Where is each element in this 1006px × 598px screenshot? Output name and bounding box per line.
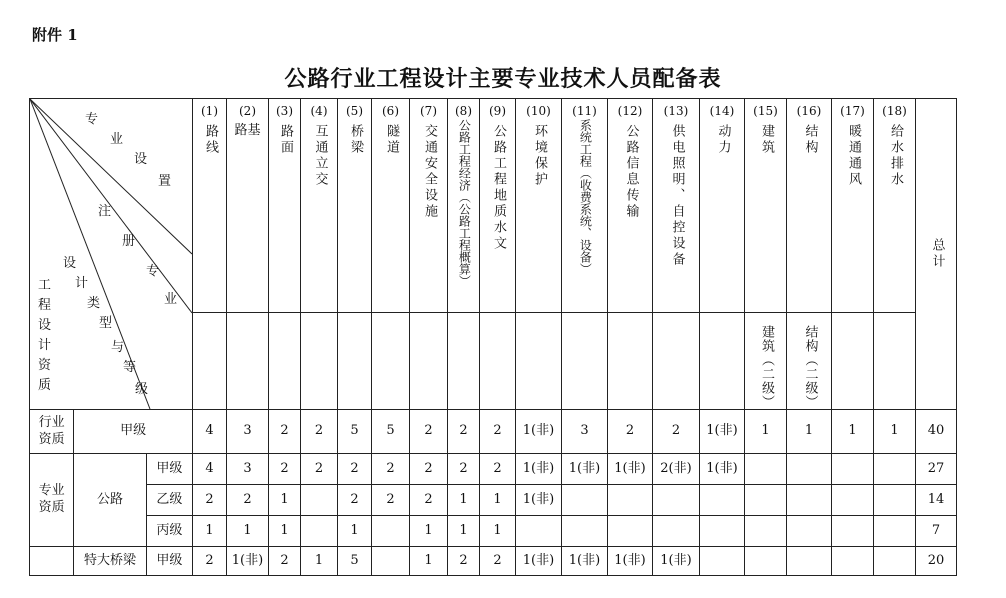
corner-char: 等 bbox=[123, 360, 137, 375]
value-cell: 4 bbox=[193, 410, 227, 454]
sub-label-building: 建筑（二级） bbox=[745, 313, 787, 410]
sub-cell bbox=[653, 313, 700, 410]
col-header-14: (14) 动力 bbox=[700, 99, 745, 313]
value-cell bbox=[372, 516, 410, 547]
value-cell: 1 bbox=[338, 516, 372, 547]
value-cell: 1(非) bbox=[608, 547, 653, 576]
col-header-16: (16) 结构 bbox=[787, 99, 832, 313]
value-cell bbox=[874, 485, 916, 516]
value-cell: 2(非) bbox=[653, 454, 700, 485]
value-cell bbox=[653, 485, 700, 516]
value-cell bbox=[301, 516, 338, 547]
value-cell: 2 bbox=[480, 410, 516, 454]
value-cell: 2 bbox=[372, 454, 410, 485]
value-cell: 2 bbox=[448, 410, 480, 454]
grade-label: 甲级 bbox=[74, 410, 193, 454]
sub-cell bbox=[338, 313, 372, 410]
corner-char: 质 bbox=[38, 378, 52, 393]
corner-char: 程 bbox=[38, 298, 52, 313]
value-cell bbox=[562, 485, 608, 516]
grade-label: 乙级 bbox=[146, 485, 192, 516]
value-cell bbox=[372, 547, 410, 576]
value-cell: 1(非) bbox=[516, 454, 562, 485]
sub-cell bbox=[448, 313, 480, 410]
corner-char: 设 bbox=[38, 318, 52, 333]
sub-cell bbox=[562, 313, 608, 410]
row-bridge bbox=[30, 547, 957, 576]
value-cell bbox=[700, 516, 745, 547]
value-cell: 1(非) bbox=[608, 454, 653, 485]
value-cell bbox=[832, 485, 874, 516]
value-cell: 2 bbox=[301, 410, 338, 454]
row-highway-a bbox=[30, 454, 957, 485]
sub-cell bbox=[269, 313, 301, 410]
grade-label: 甲级 bbox=[146, 547, 192, 576]
value-cell: 1(非) bbox=[227, 547, 269, 576]
value-cell bbox=[608, 516, 653, 547]
value-cell bbox=[832, 547, 874, 576]
value-cell: 2 bbox=[269, 454, 301, 485]
sub-cell bbox=[700, 313, 745, 410]
value-cell: 1(非) bbox=[516, 485, 562, 516]
value-cell: 1 bbox=[269, 516, 301, 547]
group-professional: 专业资质 bbox=[30, 454, 74, 547]
group-industry: 行业资质 bbox=[30, 410, 74, 454]
col-header-15: (15) 建筑 bbox=[745, 99, 787, 313]
value-cell: 1 bbox=[410, 516, 448, 547]
page-title: 公路行业工程设计主要专业技术人员配备表 bbox=[284, 66, 722, 92]
value-cell: 2 bbox=[410, 454, 448, 485]
value-cell: 2 bbox=[410, 485, 448, 516]
corner-char: 专 bbox=[146, 264, 160, 279]
col-header-3: (3) 路面 bbox=[269, 99, 301, 313]
total-cell: 7 bbox=[916, 516, 957, 547]
corner-char: 置 bbox=[158, 174, 172, 189]
sub-cell bbox=[608, 313, 653, 410]
corner-char: 设 bbox=[63, 256, 77, 271]
value-cell: 2 bbox=[480, 454, 516, 485]
sub-cell bbox=[193, 313, 227, 410]
staffing-table bbox=[29, 98, 957, 576]
value-cell bbox=[745, 454, 787, 485]
corner-char: 设 bbox=[134, 152, 148, 167]
value-cell: 1(非) bbox=[700, 454, 745, 485]
value-cell: 3 bbox=[562, 410, 608, 454]
value-cell: 5 bbox=[338, 410, 372, 454]
value-cell: 1 bbox=[874, 410, 916, 454]
sub-cell bbox=[832, 313, 874, 410]
value-cell bbox=[608, 485, 653, 516]
value-cell: 1 bbox=[301, 547, 338, 576]
value-cell bbox=[832, 516, 874, 547]
value-cell bbox=[874, 516, 916, 547]
sub-cell bbox=[301, 313, 338, 410]
header-row bbox=[30, 99, 957, 313]
value-cell: 5 bbox=[338, 547, 372, 576]
sub-cell bbox=[480, 313, 516, 410]
sub-cell bbox=[516, 313, 562, 410]
corner-char: 计 bbox=[75, 276, 89, 291]
value-cell: 1(非) bbox=[516, 547, 562, 576]
corner-char: 级 bbox=[135, 382, 149, 397]
col-header-2: (2) 路基 bbox=[227, 99, 269, 313]
grade-label: 甲级 bbox=[146, 454, 192, 485]
col-header-10: (10) 环境保护 bbox=[516, 99, 562, 313]
value-cell bbox=[745, 516, 787, 547]
value-cell bbox=[787, 516, 832, 547]
value-cell: 2 bbox=[410, 410, 448, 454]
corner-char: 资 bbox=[38, 358, 52, 373]
value-cell: 1(非) bbox=[653, 547, 700, 576]
category-bridge: 特大桥梁 bbox=[74, 547, 146, 576]
value-cell: 1 bbox=[227, 516, 269, 547]
col-header-6: (6) 隧道 bbox=[372, 99, 410, 313]
total-cell: 20 bbox=[916, 547, 957, 576]
value-cell: 2 bbox=[608, 410, 653, 454]
corner-char: 类 bbox=[87, 296, 101, 311]
corner-char: 业 bbox=[110, 132, 124, 147]
value-cell bbox=[832, 454, 874, 485]
value-cell: 2 bbox=[269, 547, 301, 576]
category-highway: 公路 bbox=[74, 454, 146, 547]
group-professional-cont bbox=[30, 547, 74, 576]
value-cell: 2 bbox=[448, 547, 480, 576]
value-cell: 3 bbox=[227, 454, 269, 485]
value-cell: 1 bbox=[480, 485, 516, 516]
col-header-13: (13) 供电照明、自控设备 bbox=[653, 99, 700, 313]
value-cell: 1 bbox=[193, 516, 227, 547]
sub-cell bbox=[227, 313, 269, 410]
total-cell: 40 bbox=[916, 410, 957, 454]
value-cell bbox=[301, 485, 338, 516]
value-cell bbox=[700, 485, 745, 516]
value-cell: 1 bbox=[480, 516, 516, 547]
value-cell: 2 bbox=[653, 410, 700, 454]
value-cell bbox=[700, 547, 745, 576]
col-header-17: (17) 暖通通风 bbox=[832, 99, 874, 313]
value-cell: 2 bbox=[227, 485, 269, 516]
value-cell bbox=[874, 547, 916, 576]
value-cell: 1 bbox=[787, 410, 832, 454]
value-cell: 2 bbox=[480, 547, 516, 576]
value-cell bbox=[874, 454, 916, 485]
value-cell: 1 bbox=[410, 547, 448, 576]
value-cell: 2 bbox=[269, 410, 301, 454]
value-cell bbox=[787, 454, 832, 485]
value-cell: 2 bbox=[338, 454, 372, 485]
value-cell: 1(非) bbox=[700, 410, 745, 454]
corner-char: 计 bbox=[38, 338, 52, 353]
sub-label-structure: 结构（二级） bbox=[787, 313, 832, 410]
grade-label: 丙级 bbox=[146, 516, 192, 547]
col-header-8: (8) 公路工程经济（公路工程概算） bbox=[448, 99, 480, 313]
col-header-9: (9) 公路工程地质水文 bbox=[480, 99, 516, 313]
row-industry bbox=[30, 410, 957, 454]
sub-cell bbox=[874, 313, 916, 410]
value-cell bbox=[745, 485, 787, 516]
corner-char: 业 bbox=[164, 292, 178, 307]
total-header: 总计 bbox=[916, 99, 957, 410]
value-cell: 4 bbox=[193, 454, 227, 485]
col-header-18: (18) 给水排水 bbox=[874, 99, 916, 313]
row-highway-b bbox=[30, 485, 957, 516]
row-highway-c bbox=[30, 516, 957, 547]
value-cell: 2 bbox=[301, 454, 338, 485]
value-cell: 1 bbox=[448, 516, 480, 547]
col-header-7: (7) 交通安全设施 bbox=[410, 99, 448, 313]
value-cell: 2 bbox=[193, 547, 227, 576]
sub-cell bbox=[372, 313, 410, 410]
col-header-5: (5) 桥梁 bbox=[338, 99, 372, 313]
corner-char: 专 bbox=[85, 112, 99, 127]
corner-char: 册 bbox=[122, 234, 136, 249]
value-cell bbox=[787, 485, 832, 516]
value-cell bbox=[516, 516, 562, 547]
corner-char: 与 bbox=[111, 340, 125, 355]
value-cell: 1 bbox=[269, 485, 301, 516]
col-header-4: (4) 互通立交 bbox=[301, 99, 338, 313]
col-header-1: (1) 路线 bbox=[193, 99, 227, 313]
annex-label: 附件 1 bbox=[32, 26, 78, 44]
total-cell: 14 bbox=[916, 485, 957, 516]
value-cell: 1 bbox=[448, 485, 480, 516]
value-cell: 1(非) bbox=[562, 547, 608, 576]
value-cell: 2 bbox=[372, 485, 410, 516]
value-cell: 1(非) bbox=[562, 454, 608, 485]
total-cell: 27 bbox=[916, 454, 957, 485]
corner-header bbox=[30, 99, 193, 410]
value-cell bbox=[745, 547, 787, 576]
corner-char: 注 bbox=[98, 204, 112, 219]
value-cell: 5 bbox=[372, 410, 410, 454]
corner-char: 型 bbox=[99, 316, 113, 331]
value-cell: 2 bbox=[448, 454, 480, 485]
value-cell: 2 bbox=[193, 485, 227, 516]
value-cell: 1(非) bbox=[516, 410, 562, 454]
value-cell: 1 bbox=[832, 410, 874, 454]
sub-cell bbox=[410, 313, 448, 410]
value-cell bbox=[562, 516, 608, 547]
value-cell bbox=[787, 547, 832, 576]
col-header-12: (12) 公路信息传输 bbox=[608, 99, 653, 313]
value-cell: 3 bbox=[227, 410, 269, 454]
value-cell: 1 bbox=[745, 410, 787, 454]
value-cell bbox=[653, 516, 700, 547]
col-header-11: (11) 系统工程（收费系统、设备） bbox=[562, 99, 608, 313]
corner-char: 工 bbox=[38, 278, 52, 293]
value-cell: 2 bbox=[338, 485, 372, 516]
